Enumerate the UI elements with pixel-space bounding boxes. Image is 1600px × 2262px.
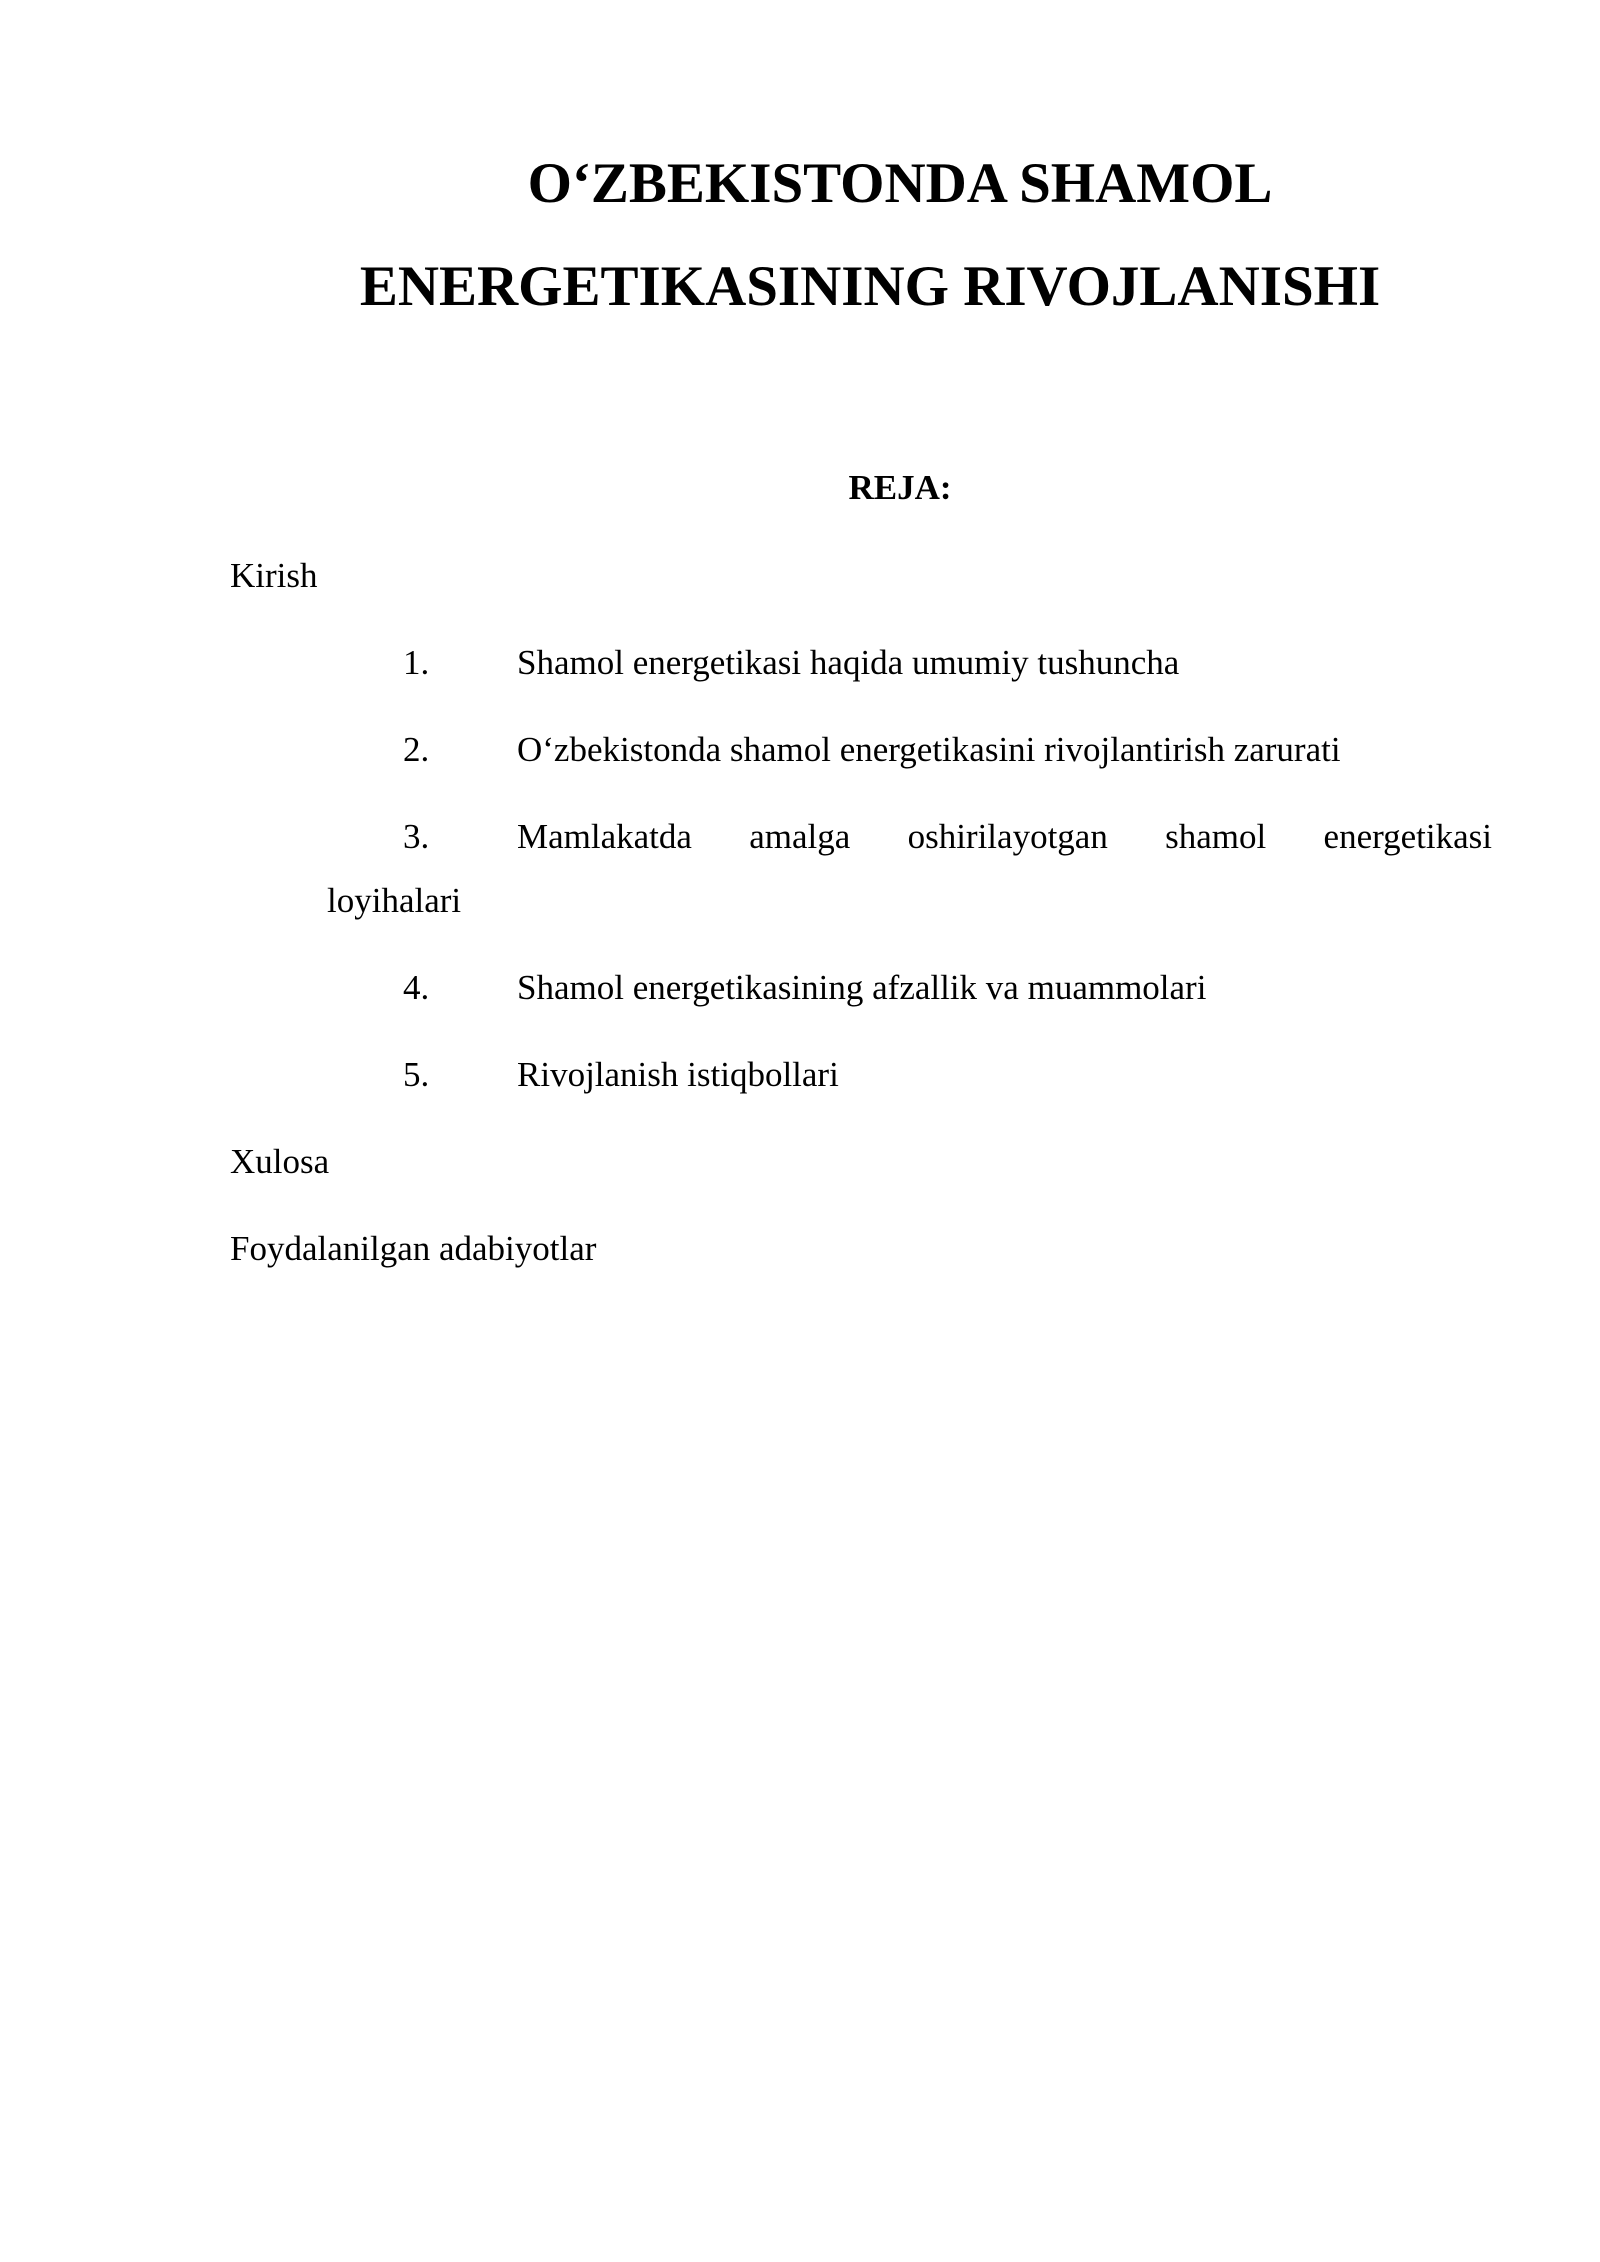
plan-heading: REJA: xyxy=(848,468,952,507)
list-item-number: 4. xyxy=(403,968,430,1007)
list-item-number: 1. xyxy=(403,643,430,682)
document-title-line-2: ENERGETIKASINING RIVOJLANISHI xyxy=(359,255,1381,318)
document-title-line-1: O‘ZBEKISTONDA SHAMOL xyxy=(527,152,1273,215)
list-item-number: 5. xyxy=(403,1055,430,1094)
list-item-text: Mamlakatda amalga oshirilayotgan shamol energetikasi xyxy=(517,817,1492,856)
references-entry: Foydalanilgan adabiyotlar xyxy=(230,1229,597,1268)
list-item-text: O‘zbekistonda shamol energetikasini rivojlantirish zarurati xyxy=(517,730,1341,769)
list-item-text-continuation: loyihalari xyxy=(327,881,462,920)
list-item-text: Rivojlanish istiqbollari xyxy=(517,1055,839,1094)
list-item-number: 2. xyxy=(403,730,430,769)
list-item-text: Shamol energetikasining afzallik va muammolari xyxy=(517,968,1207,1007)
list-item-text: Shamol energetikasi haqida umumiy tushuncha xyxy=(517,643,1180,682)
list-item-number: 3. xyxy=(403,817,430,856)
intro-entry: Kirish xyxy=(230,556,318,595)
conclusion-entry: Xulosa xyxy=(230,1142,330,1181)
